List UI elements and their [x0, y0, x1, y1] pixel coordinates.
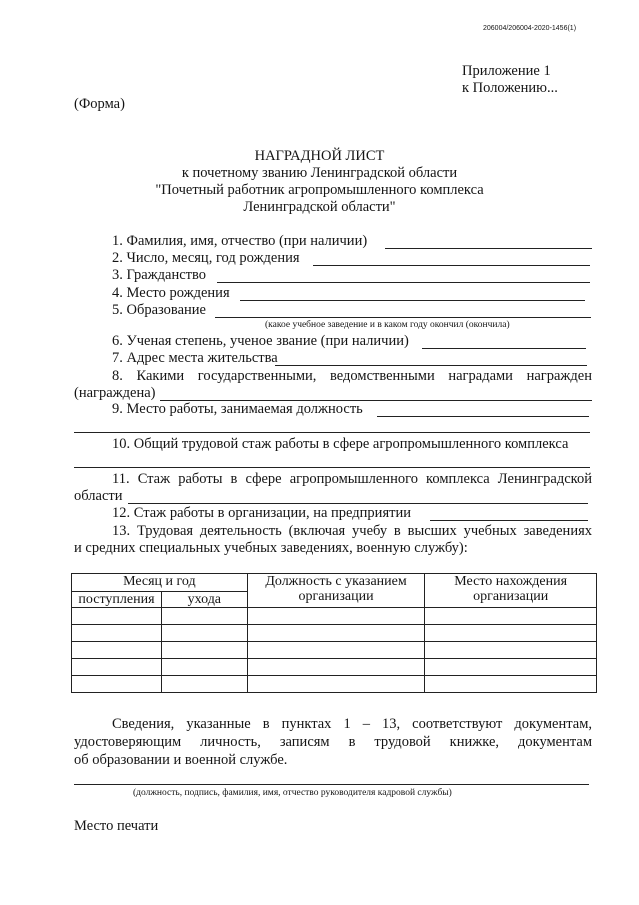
field-6-label: 6. Ученая степень, ученое звание (при наличии) — [112, 333, 409, 349]
appendix-line-1: Приложение 1 — [462, 63, 551, 79]
confirmation-line-2: удостоверяющим личность, записям в трудовой книжке, документам — [74, 734, 592, 750]
table-cell[interactable] — [247, 676, 425, 693]
header-location-line-2: организации — [473, 589, 549, 604]
header-month-year: Месяц и год — [72, 574, 248, 592]
header-position-line-1: Должность с указанием — [265, 574, 407, 589]
field-13-label-cont: и средних специальных учебных заведениях, военную службу): — [74, 540, 468, 556]
signature-line[interactable] — [74, 784, 589, 785]
table-cell[interactable] — [161, 608, 247, 625]
table-cell[interactable] — [425, 676, 597, 693]
table-cell[interactable] — [72, 676, 162, 693]
document-title: НАГРАДНОЙ ЛИСТ — [254, 148, 385, 164]
field-8-label: 8. Какими государственными, ведомственными наградами награжден — [112, 368, 592, 384]
field-13-label: 13. Трудовая деятельность (включая учебу в высших учебных заведениях — [112, 523, 592, 539]
field-5-hint: (какое учебное заведение и в каком году окончил (окончила) — [265, 320, 510, 330]
field-8-label-cont: (награждена) — [74, 385, 156, 401]
table-cell[interactable] — [161, 676, 247, 693]
field-2-label: 2. Число, месяц, год рождения — [112, 250, 300, 266]
field-1-line[interactable] — [385, 248, 592, 249]
field-4-line[interactable] — [240, 300, 585, 301]
field-3-label: 3. Гражданство — [112, 267, 207, 283]
title-line-4: Ленинградской области" — [243, 199, 396, 215]
field-4-label: 4. Место рождения — [112, 285, 230, 301]
table-cell[interactable] — [425, 642, 597, 659]
header-location-line-1: Место нахождения — [454, 574, 568, 589]
field-10-line[interactable] — [74, 467, 590, 468]
field-9-line[interactable] — [377, 416, 589, 417]
confirmation-line-1: Сведения, указанные в пунктах 1 – 13, соответствуют документам, — [112, 716, 592, 732]
field-2-line[interactable] — [313, 265, 590, 266]
appendix-line-2: к Положению... — [462, 80, 558, 96]
confirmation-line-3: об образовании и военной службе. — [74, 752, 288, 768]
header-position — [247, 574, 425, 608]
field-6-line[interactable] — [422, 348, 586, 349]
field-1-label: 1. Фамилия, имя, отчество (при наличии) — [112, 233, 368, 249]
table-cell[interactable] — [72, 608, 162, 625]
field-3-line[interactable] — [217, 282, 590, 283]
table-cell[interactable] — [247, 625, 425, 642]
header-location — [425, 574, 597, 608]
field-7-line[interactable] — [275, 365, 587, 366]
field-7-label: 7. Адрес места жительства — [112, 350, 278, 366]
field-9-label: 9. Место работы, занимаемая должность — [112, 401, 363, 417]
field-11-label-cont: области — [74, 488, 123, 504]
table-cell[interactable] — [247, 642, 425, 659]
table-cell[interactable] — [72, 659, 162, 676]
field-12-line[interactable] — [430, 520, 588, 521]
table-cell[interactable] — [425, 659, 597, 676]
field-11-label: 11. Стаж работы в сфере агропромышленного комплекса Ленинградской — [112, 471, 592, 487]
table-cell[interactable] — [72, 625, 162, 642]
signature-hint: (должность, подпись, фамилия, имя, отчество руководителя кадровой службы) — [133, 788, 452, 798]
table-cell[interactable] — [72, 642, 162, 659]
table-cell[interactable] — [247, 608, 425, 625]
stamp-place-label: Место печати — [74, 818, 159, 834]
table-cell[interactable] — [425, 625, 597, 642]
field-11-line[interactable] — [128, 503, 588, 504]
title-line-3: "Почетный работник агропромышленного комплекса — [155, 182, 484, 198]
field-5-line[interactable] — [215, 317, 591, 318]
header-exit: ухода — [161, 591, 247, 608]
table-cell[interactable] — [161, 642, 247, 659]
table-cell[interactable] — [161, 625, 247, 642]
employment-table — [71, 573, 597, 693]
field-12-label: 12. Стаж работы в организации, на предприятии — [112, 505, 411, 521]
table-cell[interactable] — [247, 659, 425, 676]
header-position-line-2: организации — [298, 589, 374, 604]
form-label: (Форма) — [74, 96, 125, 112]
field-9-line-2[interactable] — [74, 432, 590, 433]
table-cell[interactable] — [425, 608, 597, 625]
field-10-label: 10. Общий трудовой стаж работы в сфере агропромышленного комплекса — [112, 436, 569, 452]
field-5-label: 5. Образование — [112, 302, 206, 318]
table-cell[interactable] — [161, 659, 247, 676]
document-id: 206004/206004-2020-1456(1) — [483, 25, 577, 32]
title-line-2: к почетному званию Ленинградской области — [181, 165, 458, 181]
header-entry: поступления — [72, 591, 162, 608]
